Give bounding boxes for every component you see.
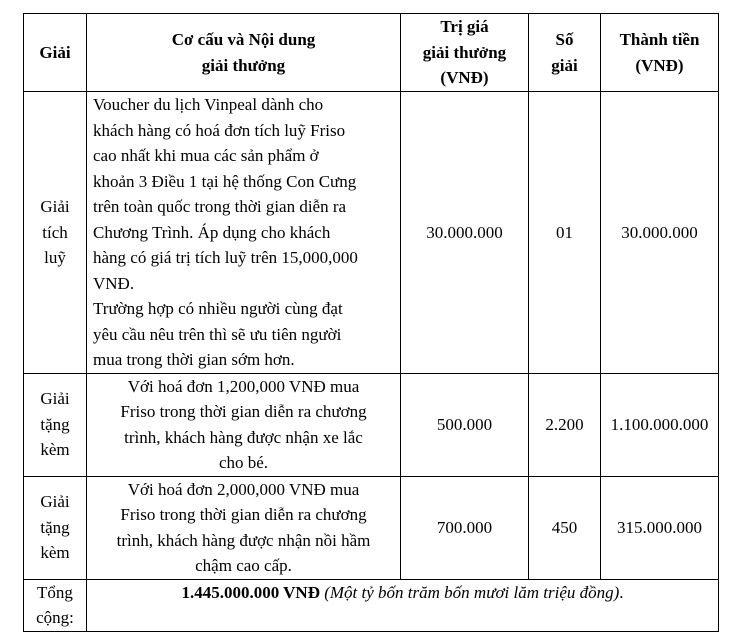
total-row (24, 579, 719, 631)
prize-count-cell: 450 (529, 476, 601, 579)
prize-total-cell: 30.000.000 (601, 92, 719, 374)
prize-description-cell: Voucher du lịch Vinpeal dành cho khách hàng có hoá đơn tích luỹ Friso cao nhất khi mua các sản phẩm ở khoản 3 Điều 1 tại hệ thống Con Cưng trên toàn quốc trong thời gian diễn ra Chương Trình. Áp dụng cho khách hàng có giá trị tích luỹ trên 15,000,000 VNĐ. Trường hợp có nhiều người cùng đạt yêu cầu nêu trên thì sẽ ưu tiên người mua trong thời gian sớm hơn. (87, 92, 401, 374)
header-giai: Giải (24, 14, 87, 92)
prize-structure-table (23, 13, 719, 632)
table-row (24, 476, 719, 579)
prize-description-cell: Với hoá đơn 1,200,000 VNĐ mua Friso trong thời gian diễn ra chương trình, khách hàng được nhận xe lắc cho bé. (87, 373, 401, 476)
prize-value-cell: 700.000 (401, 476, 529, 579)
total-period: . (619, 582, 624, 602)
total-label-cell: Tổng cộng: (24, 579, 87, 631)
prize-description-cell: Với hoá đơn 2,000,000 VNĐ mua Friso trong thời gian diễn ra chương trình, khách hàng được nhận nồi hầm chậm cao cấp. (87, 476, 401, 579)
prize-count-cell: 2.200 (529, 373, 601, 476)
prize-name-cell: Giải tích luỹ (24, 92, 87, 374)
total-amount-cell (87, 579, 719, 631)
total-amount-words: (Một tỷ bốn trăm bốn mươi lăm triệu đồng) (324, 582, 620, 602)
header-co-cau: Cơ cấu và Nội dung giải thưởng (87, 14, 401, 92)
prize-total-cell: 315.000.000 (601, 476, 719, 579)
header-tri-gia: Trị giá giải thưởng (VNĐ) (401, 14, 529, 92)
prize-value-cell: 500.000 (401, 373, 529, 476)
table-row (24, 373, 719, 476)
prize-name-cell: Giải tặng kèm (24, 476, 87, 579)
prize-total-cell: 1.100.000.000 (601, 373, 719, 476)
table-header-row (24, 14, 719, 92)
prize-count-cell: 01 (529, 92, 601, 374)
prize-name-cell: Giải tặng kèm (24, 373, 87, 476)
prize-value-cell: 30.000.000 (401, 92, 529, 374)
table-row (24, 92, 719, 374)
header-so-giai: Số giải (529, 14, 601, 92)
total-amount: 1.445.000.000 VNĐ (181, 582, 320, 602)
header-thanh-tien: Thành tiền (VNĐ) (601, 14, 719, 92)
